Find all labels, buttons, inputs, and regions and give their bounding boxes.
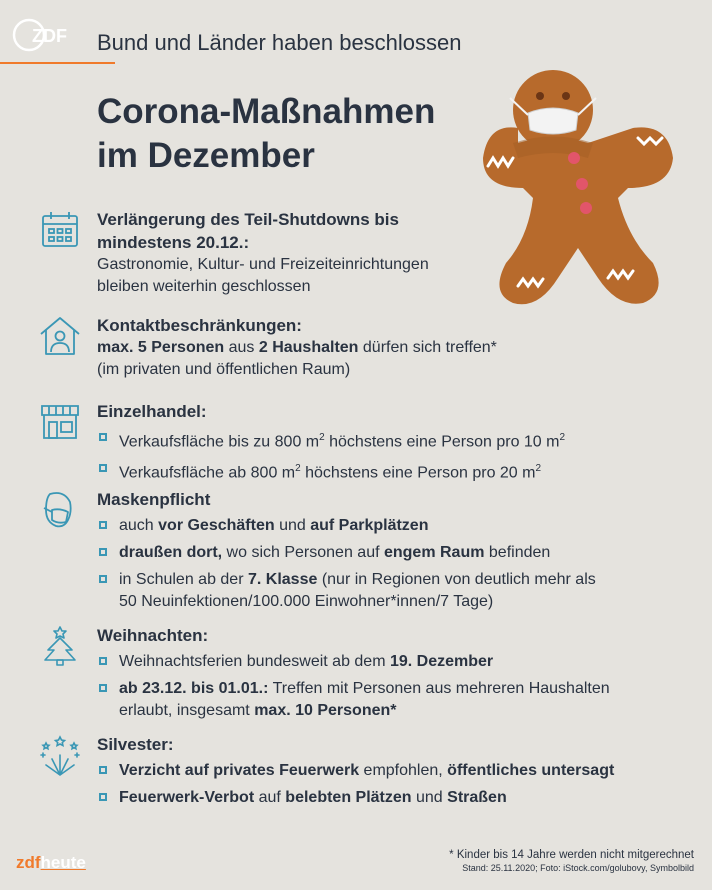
list-item (97, 787, 697, 809)
bullet-square-icon (99, 521, 107, 529)
fireworks-icon (38, 733, 82, 777)
section-maske (97, 488, 697, 618)
list-bold: ab 23.12. bis 01.01.: (119, 680, 269, 697)
list-item (97, 569, 697, 613)
section-shutdown (97, 208, 697, 298)
mask-face-icon (38, 488, 82, 532)
list-item (97, 427, 697, 453)
sup: 2 (319, 432, 325, 443)
list-text: höchstens eine Person pro 10 m (324, 433, 560, 451)
kontakt-text: dürfen sich treffen* (358, 339, 497, 356)
list-bold: 19. Dezember (389, 653, 494, 670)
silvester-heading: Silvester: (97, 735, 174, 754)
page-title (97, 90, 435, 178)
kontakt-max-persons: max. 5 Personen (97, 339, 225, 356)
zdfheute-logo (16, 853, 86, 873)
shutdown-heading (97, 208, 697, 254)
shutdown-heading-line-2: mindestens 20.12.: (97, 233, 250, 252)
list-bold: vor Geschäften (158, 517, 275, 534)
footnote (449, 849, 694, 873)
section-einzelhandel (97, 400, 697, 490)
bullet-square-icon (99, 684, 107, 692)
silvester-list (97, 760, 697, 809)
list-text: empfohlen, (359, 762, 448, 779)
list-text: in Schulen ab der (119, 571, 248, 588)
section-weihnachten (97, 624, 697, 727)
sup: 2 (559, 432, 566, 443)
list-text: höchstens eine Person pro 20 m (300, 464, 536, 482)
list-bold: auf Parkplätzen (310, 517, 429, 534)
list-bold: Verzicht auf privates Feuerwerk (119, 762, 360, 779)
list-text: erlaubt, insgesamt (119, 702, 255, 719)
list-item (97, 678, 697, 722)
list-bold: Feuerwerk-Verbot (119, 789, 255, 806)
sup: 2 (535, 463, 542, 475)
zdf-logo (12, 18, 74, 52)
list-text: und (274, 517, 311, 534)
shutdown-text-line-2: bleiben weiterhin geschlossen (97, 278, 311, 295)
bullet-square-icon (99, 575, 107, 583)
shutdown-text (97, 254, 697, 298)
list-text: befinden (484, 544, 551, 561)
bullet-square-icon (99, 548, 107, 556)
list-text: Treffen mit Personen aus mehreren Haushalten (268, 680, 610, 697)
weihnachten-heading: Weihnachten: (97, 626, 209, 645)
credit-text: Stand: 25.11.2020; Foto: iStock.com/golubovy, Symbolbild (462, 863, 694, 873)
list-item (97, 651, 697, 673)
shutdown-text-line-1: Gastronomie, Kultur- und Freizeiteinrichtungen (97, 256, 429, 273)
list-bold: engem Raum (383, 544, 485, 561)
list-item (97, 542, 697, 564)
einzelhandel-list (97, 427, 697, 485)
title-line-2: im Dezember (97, 136, 315, 175)
sup: 2 (295, 463, 301, 475)
kontakt-households: 2 Haushalten (258, 339, 359, 356)
footnote-text: * Kinder bis 14 Jahre werden nicht mitgerechnet (449, 849, 694, 861)
weihnachten-list (97, 651, 697, 722)
kontakt-text: aus (224, 339, 259, 356)
kontakt-line-1 (97, 337, 697, 359)
bullet-square-icon (99, 657, 107, 665)
bullet-square-icon (99, 766, 107, 774)
list-bold: draußen dort, (119, 544, 223, 561)
list-text: 50 Neuinfektionen/100.000 Einwohner*innen/7 Tage) (119, 593, 494, 610)
list-bold: 7. Klasse (247, 571, 318, 588)
maske-list (97, 515, 697, 613)
title-line-1: Corona-Maßnahmen (97, 92, 436, 131)
heute-brand-text: heute (40, 853, 86, 872)
house-person-icon (38, 314, 82, 358)
bullet-square-icon (99, 433, 107, 441)
zdf-logo-text: ZDF (32, 26, 67, 46)
list-bold: belebten Plätzen (285, 789, 412, 806)
maske-heading: Maskenpflicht (97, 490, 211, 509)
list-text: wo sich Personen auf (222, 544, 384, 561)
section-silvester (97, 733, 697, 814)
kontakt-heading: Kontaktbeschränkungen: (97, 316, 302, 335)
kicker: Bund und Länder haben beschlossen (97, 30, 462, 55)
list-text: auf (254, 789, 286, 806)
list-text: Verkaufsfläche ab 800 m (119, 464, 296, 482)
einzelhandel-heading: Einzelhandel: (97, 402, 207, 421)
list-text: Verkaufsfläche bis zu 800 m (119, 433, 320, 451)
kontakt-line-2: (im privaten und öffentlichen Raum) (97, 361, 351, 378)
list-item (97, 760, 697, 782)
list-item (97, 458, 697, 484)
bullet-square-icon (99, 464, 107, 472)
list-bold: öffentliches untersagt (447, 762, 615, 779)
kicker-underline (0, 62, 115, 64)
section-kontakt (97, 314, 697, 381)
list-text: (nur in Regionen von deutlich mehr als (317, 571, 596, 588)
christmas-tree-icon (38, 624, 82, 668)
list-item (97, 515, 697, 537)
list-text: auch (119, 517, 159, 534)
bullet-square-icon (99, 793, 107, 801)
list-text: Weihnachtsferien bundesweit ab dem (119, 653, 390, 670)
zdf-brand-text: zdf (16, 853, 41, 872)
calendar-icon (38, 208, 82, 252)
list-bold: Straßen (447, 789, 507, 806)
list-bold: max. 10 Personen* (254, 702, 397, 719)
list-text: und (411, 789, 448, 806)
shutdown-heading-line-1: Verlängerung des Teil-Shutdowns bis (97, 210, 399, 229)
shop-icon (38, 400, 82, 444)
